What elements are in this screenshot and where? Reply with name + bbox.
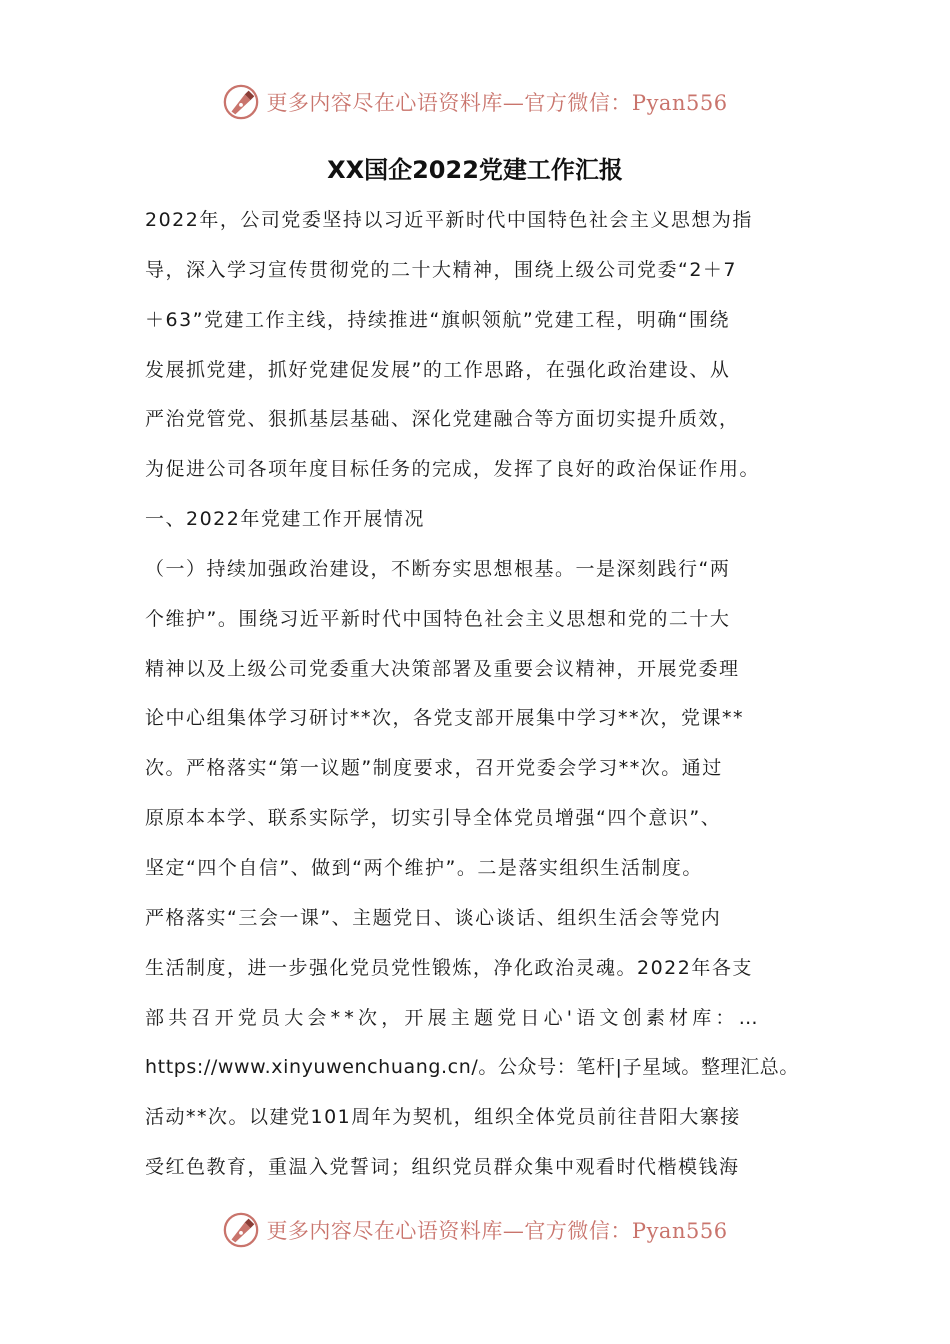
body-line: 发展抓党建，抓好党建促发展”的工作思路，在强化政治建设、从 (145, 358, 731, 381)
body-line: 导，深入学习宣传贯彻党的二十大精神，围绕上级公司党委“2＋7 (145, 258, 738, 281)
body-line: 活动**次。以建党101周年为契机，组织全体党员前往昔阳大寨接 (145, 1106, 741, 1129)
body-line: 部共召开党员大会**次，开展主题党日心'语文创素材库：… (145, 1006, 762, 1029)
body-line: 为促进公司各项年度目标任务的完成，发挥了良好的政治保证作用。 (145, 458, 761, 481)
body-line: 坚定“四个自信”、做到“两个维护”。二是落实组织生活制度。 (145, 856, 703, 879)
body-line: 原原本本学、联系实际学，切实引导全体党员增强“四个意识”、 (145, 807, 722, 830)
watermark-banner-top (0, 80, 950, 124)
pen-nib-circle-logo-icon (222, 83, 260, 121)
pen-nib-circle-logo-icon (222, 1211, 260, 1249)
body-line: 次。严格落实“第一议题”制度要求，召开党委会学习**次。通过 (145, 757, 723, 780)
body-line: 严治党管党、狠抓基层基础、深化党建融合等方面切实提升质效， (145, 408, 740, 431)
document-title: XX国企2022党建工作汇报 (327, 156, 623, 184)
watermark-banner-bottom (0, 1208, 950, 1252)
body-line: 个维护”。围绕习近平新时代中国特色社会主义思想和党的二十大 (145, 607, 731, 630)
body-line: 受红色教育，重温入党誓词；组织党员群众集中观看时代楷模钱海 (145, 1156, 740, 1179)
body-line: 论中心组集体学习研讨**次，各党支部开展集中学习**次，党课** (145, 707, 745, 730)
body-line: 严格落实“三会一课”、主题党日、谈心谈话、组织生活会等党内 (145, 906, 722, 929)
document-body (145, 196, 815, 1193)
section-heading: 一、2022年党建工作开展情况 (145, 508, 425, 531)
body-line: 精神以及上级公司党委重大决策部署及重要会议精神，开展党委理 (145, 657, 740, 680)
body-line: （一）持续加强政治建设，不断夯实思想根基。一是深刻践行“两 (145, 557, 731, 580)
body-line: 生活制度，进一步强化党员党性锻炼，净化政治灵魂。2022年各支 (145, 956, 753, 979)
url-line: https://www.xinyuwenchuang.cn/。公众号：笔杆|子星域。整理汇总。 (145, 1056, 799, 1079)
body-line: ＋63”党建工作主线，持续推进“旗帜领航”党建工程，明确“围绕 (145, 308, 731, 331)
watermark-text: 更多内容尽在心语资料库—官方微信：Pyan556 (266, 1219, 728, 1243)
watermark-text: 更多内容尽在心语资料库—官方微信：Pyan556 (266, 91, 728, 115)
body-line: 2022年，公司党委坚持以习近平新时代中国特色社会主义思想为指 (145, 209, 753, 231)
